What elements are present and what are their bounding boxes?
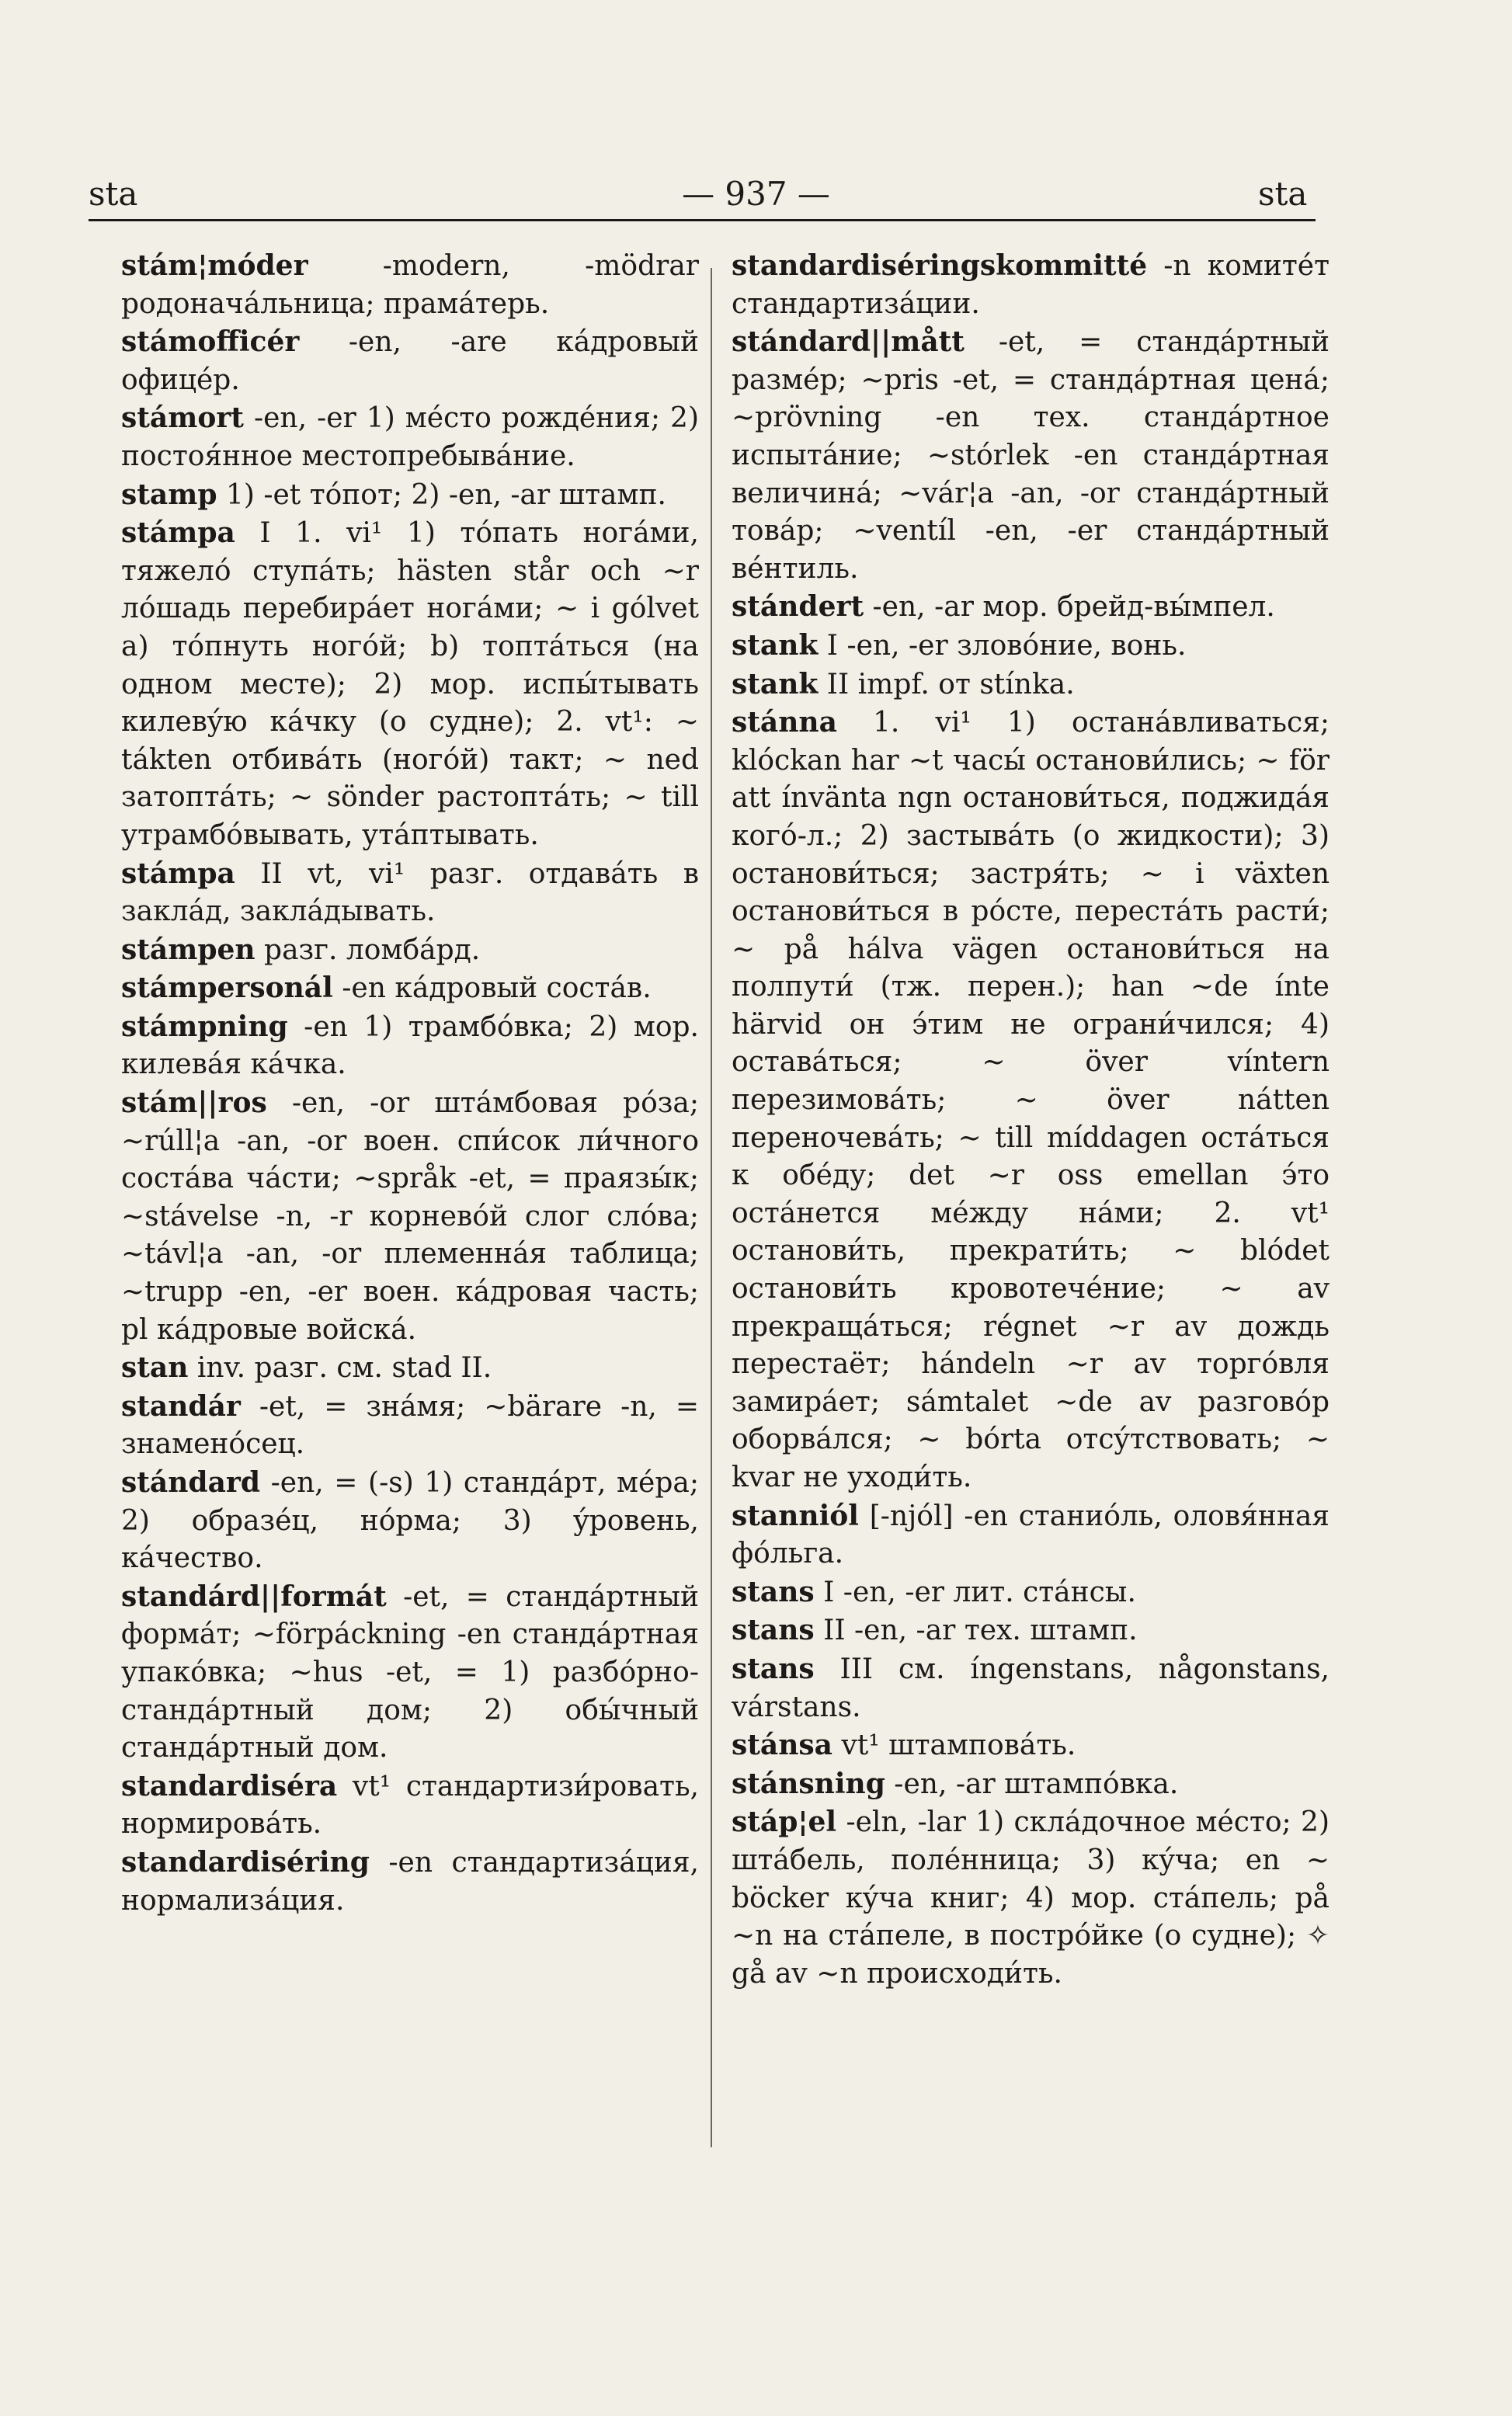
entry-definition: 1) -et тóпот; 2) -en, -ar штамп. [217,478,666,511]
dictionary-entry [732,1765,1330,1804]
entry-headword: stámpen [121,933,255,966]
entry-definition: -en 1) трамбóвка; 2) мор. килевáя кáчка. [121,1010,699,1081]
dictionary-entry [121,969,699,1008]
dictionary-entry [732,1803,1330,1993]
entry-definition: -en, -are кáдровый офицéр. [121,326,699,396]
entry-headword: standardiséring [121,1845,370,1879]
entry-headword: stám¦móder [121,249,308,282]
entry-headword: standardiséringskommitté [732,249,1148,282]
entry-definition: I 1. vi¹ 1) тóпать ногáми, тяжелó ступáть; hästen står och ~r лóшадь перебирáет ногáми; ~ i gólvet а) тóпнуть ногóй; b) топтáться (на одном месте); 2) мор. испы́тывать килевýю кáчку (о судне); 2. vt¹: ~ tákten отбивáть (ногóй) такт; ~ ned затоптáть; ~ sönder растоптáть; ~ till утрамбóвывать, утáптывать. [121,517,699,851]
entry-headword: stan [121,1351,189,1385]
entry-headword: stámort [121,402,244,435]
entry-headword: stándert [732,590,864,624]
entry-definition: II -en, -ar тех. штамп. [814,1615,1138,1647]
entry-definition: -modern, -mödrar родоначáльница; прамáтерь. [121,250,699,320]
running-head-right: sta [1258,175,1308,213]
entry-definition: vt¹ штамповáть. [832,1729,1076,1762]
entry-definition: -et, = стандáртный формáт; ~förpáckning -en стандáртная упакóвка; ~hus -et, = 1) разбóрно-стандáртный дом; 2) обы́чный стандáртный дом. [121,1580,699,1764]
dictionary-entry [732,323,1330,588]
entry-definition: II vt, vi¹ разг. отдавáть в заклáд, заклáдывать. [121,857,699,928]
dictionary-entry [732,1497,1330,1573]
entry-headword: stans [732,1575,815,1608]
right-column [732,247,1330,1993]
entry-headword: stámpning [121,1010,288,1043]
dictionary-entry [121,1084,699,1349]
dictionary-entry [121,1464,699,1578]
entry-definition: -et, = стандáртный размéр; ~pris -et, = стандáртная ценá; ~prövning -en тех. стандáртное испытáние; ~stórlek -en стандáртная величинá; ~vár¦a -an, -or стандáртный товáр; ~ventíl -en, -er стандáртный вéнтиль. [732,326,1330,585]
header-rule [89,219,1316,221]
entry-headword: stámofficér [121,325,300,359]
entry-headword: standardiséra [121,1769,338,1802]
entry-definition: разг. ломбáрд. [255,933,481,966]
dictionary-entry [121,1768,699,1844]
page-number: — 937 — [682,175,830,213]
entry-definition: -en кáдровый состáв. [332,972,652,1005]
dictionary-entry [732,1726,1330,1765]
entry-headword: stáp¦el [732,1806,837,1839]
entry-definition: III см. íngenstans, någonstans, várstans. [732,1653,1330,1723]
entry-headword: stándard [121,1466,261,1499]
dictionary-entry [732,704,1330,1497]
entry-headword: stans [732,1652,815,1685]
entry-definition: I -en, -er зловóние, вонь. [818,629,1187,662]
dictionary-entry [732,247,1330,323]
entry-headword: stank [732,628,819,662]
dictionary-entry [121,1578,699,1768]
dictionary-entry [732,1650,1330,1726]
entry-definition: 1. vi¹ 1) остана́вливаться; klóckan har ~t часы́ останови́лись; ~ för att ínvänta ngn останови́ться, поджидáя когó-л.; 2) застывáть (о жидкости); 3) останови́ться; застря́ть; ~ i växten останови́ться в рóсте, перестáть расти́; ~ på hálva vägen останови́ться на полпути́ (тж. перен.); han ~de ínte härvid он э́тим не ограни́чился; 4) оставáться; ~ över víntern перезимовáть; ~ över nátten переночевáть; ~ till míddagen остáться к обéду; det ~r oss emellan э́то остáнется мéжду нáми; 2. vt¹ останови́ть, прекрати́ть; ~ blódet останови́ть кровотечéние; ~ av прекращáться; régnet ~r av дождь перестаёт; hándeln ~r av торгóвля замирáет; sámtalet ~de av разговóр оборвáлся; ~ bórta отсýтствовать; ~ kvar не уходи́ть. [732,707,1330,1493]
dictionary-entry [121,1844,699,1920]
dictionary-entry [732,1611,1330,1650]
entry-headword: standárd||formát [121,1580,387,1613]
dictionary-entry [121,323,699,399]
entry-definition: I -en, -er лит. стáнсы. [814,1576,1136,1608]
entry-headword: stámpersonál [121,972,333,1005]
entry-headword: stámpa [121,516,235,550]
dictionary-entry [732,588,1330,627]
entry-definition: -eln, -lar 1) склáдочное мéсто; 2) штáбель, поле́нница; 3) кýча; en ~ böcker кýча книг; 4) мор. стáпель; på ~n на стáпеле, в пострóйке (о судне); ✧ gå av ~n происходи́ть. [732,1806,1330,1990]
entry-headword: stánsning [732,1767,885,1800]
entry-headword: stank [732,667,819,700]
dictionary-entry [121,247,699,323]
dictionary-entry [121,476,699,515]
entry-definition: -en, -ar штампóвка. [885,1768,1179,1800]
entry-headword: stánsa [732,1729,832,1762]
entry-headword: stám||ros [121,1086,267,1120]
entry-headword: stándard||mått [732,325,965,359]
dictionary-entry [121,514,699,854]
entry-definition: -en стандартизáция, нормализáция. [121,1846,699,1917]
dictionary-entry [121,1008,699,1084]
entry-definition: -en, -ar мор. брейд-вы́мпел. [864,591,1275,624]
entry-definition: -n комитéт стандартизáции. [732,250,1330,320]
dictionary-entry [732,666,1330,704]
entry-definition: [-njól] -en станиóль, оловя́нная фóльга. [732,1500,1330,1570]
entry-headword: stans [732,1614,815,1647]
running-head-left: sta [89,175,138,213]
entry-definition: vt¹ стандартизи́ровать, нормировáть. [121,1770,699,1841]
left-column [121,247,699,1920]
entry-headword: stamp [121,478,217,511]
entry-definition: -et, = знáмя; ~bärare -n, = знаменóсец. [121,1390,699,1461]
entry-headword: stánna [732,706,837,739]
dictionary-entry [121,931,699,970]
entry-headword: stanniól [732,1499,859,1532]
dictionary-entry [121,1349,699,1388]
column-divider [711,268,712,2147]
dictionary-entry [732,1573,1330,1612]
entry-definition: -en, = (-s) 1) стандáрт, мéра; 2) образéц, нóрма; 3) ýровень, кáчество. [121,1467,699,1575]
entry-headword: stámpa [121,857,235,890]
dictionary-entry [121,1388,699,1464]
entry-definition: II impf. от stínka. [818,668,1075,700]
entry-headword: standár [121,1389,241,1423]
dictionary-entry [121,399,699,475]
entry-definition: -en, -er 1) мéсто рождéния; 2) постоя́нное местопребывáние. [121,402,699,472]
entry-definition: -en, -or штáмбовая рóза; ~rúll¦a -an, -or воен. спи́сок ли́чного состáва чáсти; ~språk -et, = праязы́к; ~stávelse -n, -r корневóй слог слóва; ~távl¦a -an, -or племеннáя таблица; ~trupp -en, -er воен. кáдровая часть; pl кáдровые войскá. [121,1087,699,1346]
dictionary-entry [121,855,699,931]
entry-definition: inv. разг. см. stad II. [188,1352,492,1385]
dictionary-entry [732,627,1330,666]
